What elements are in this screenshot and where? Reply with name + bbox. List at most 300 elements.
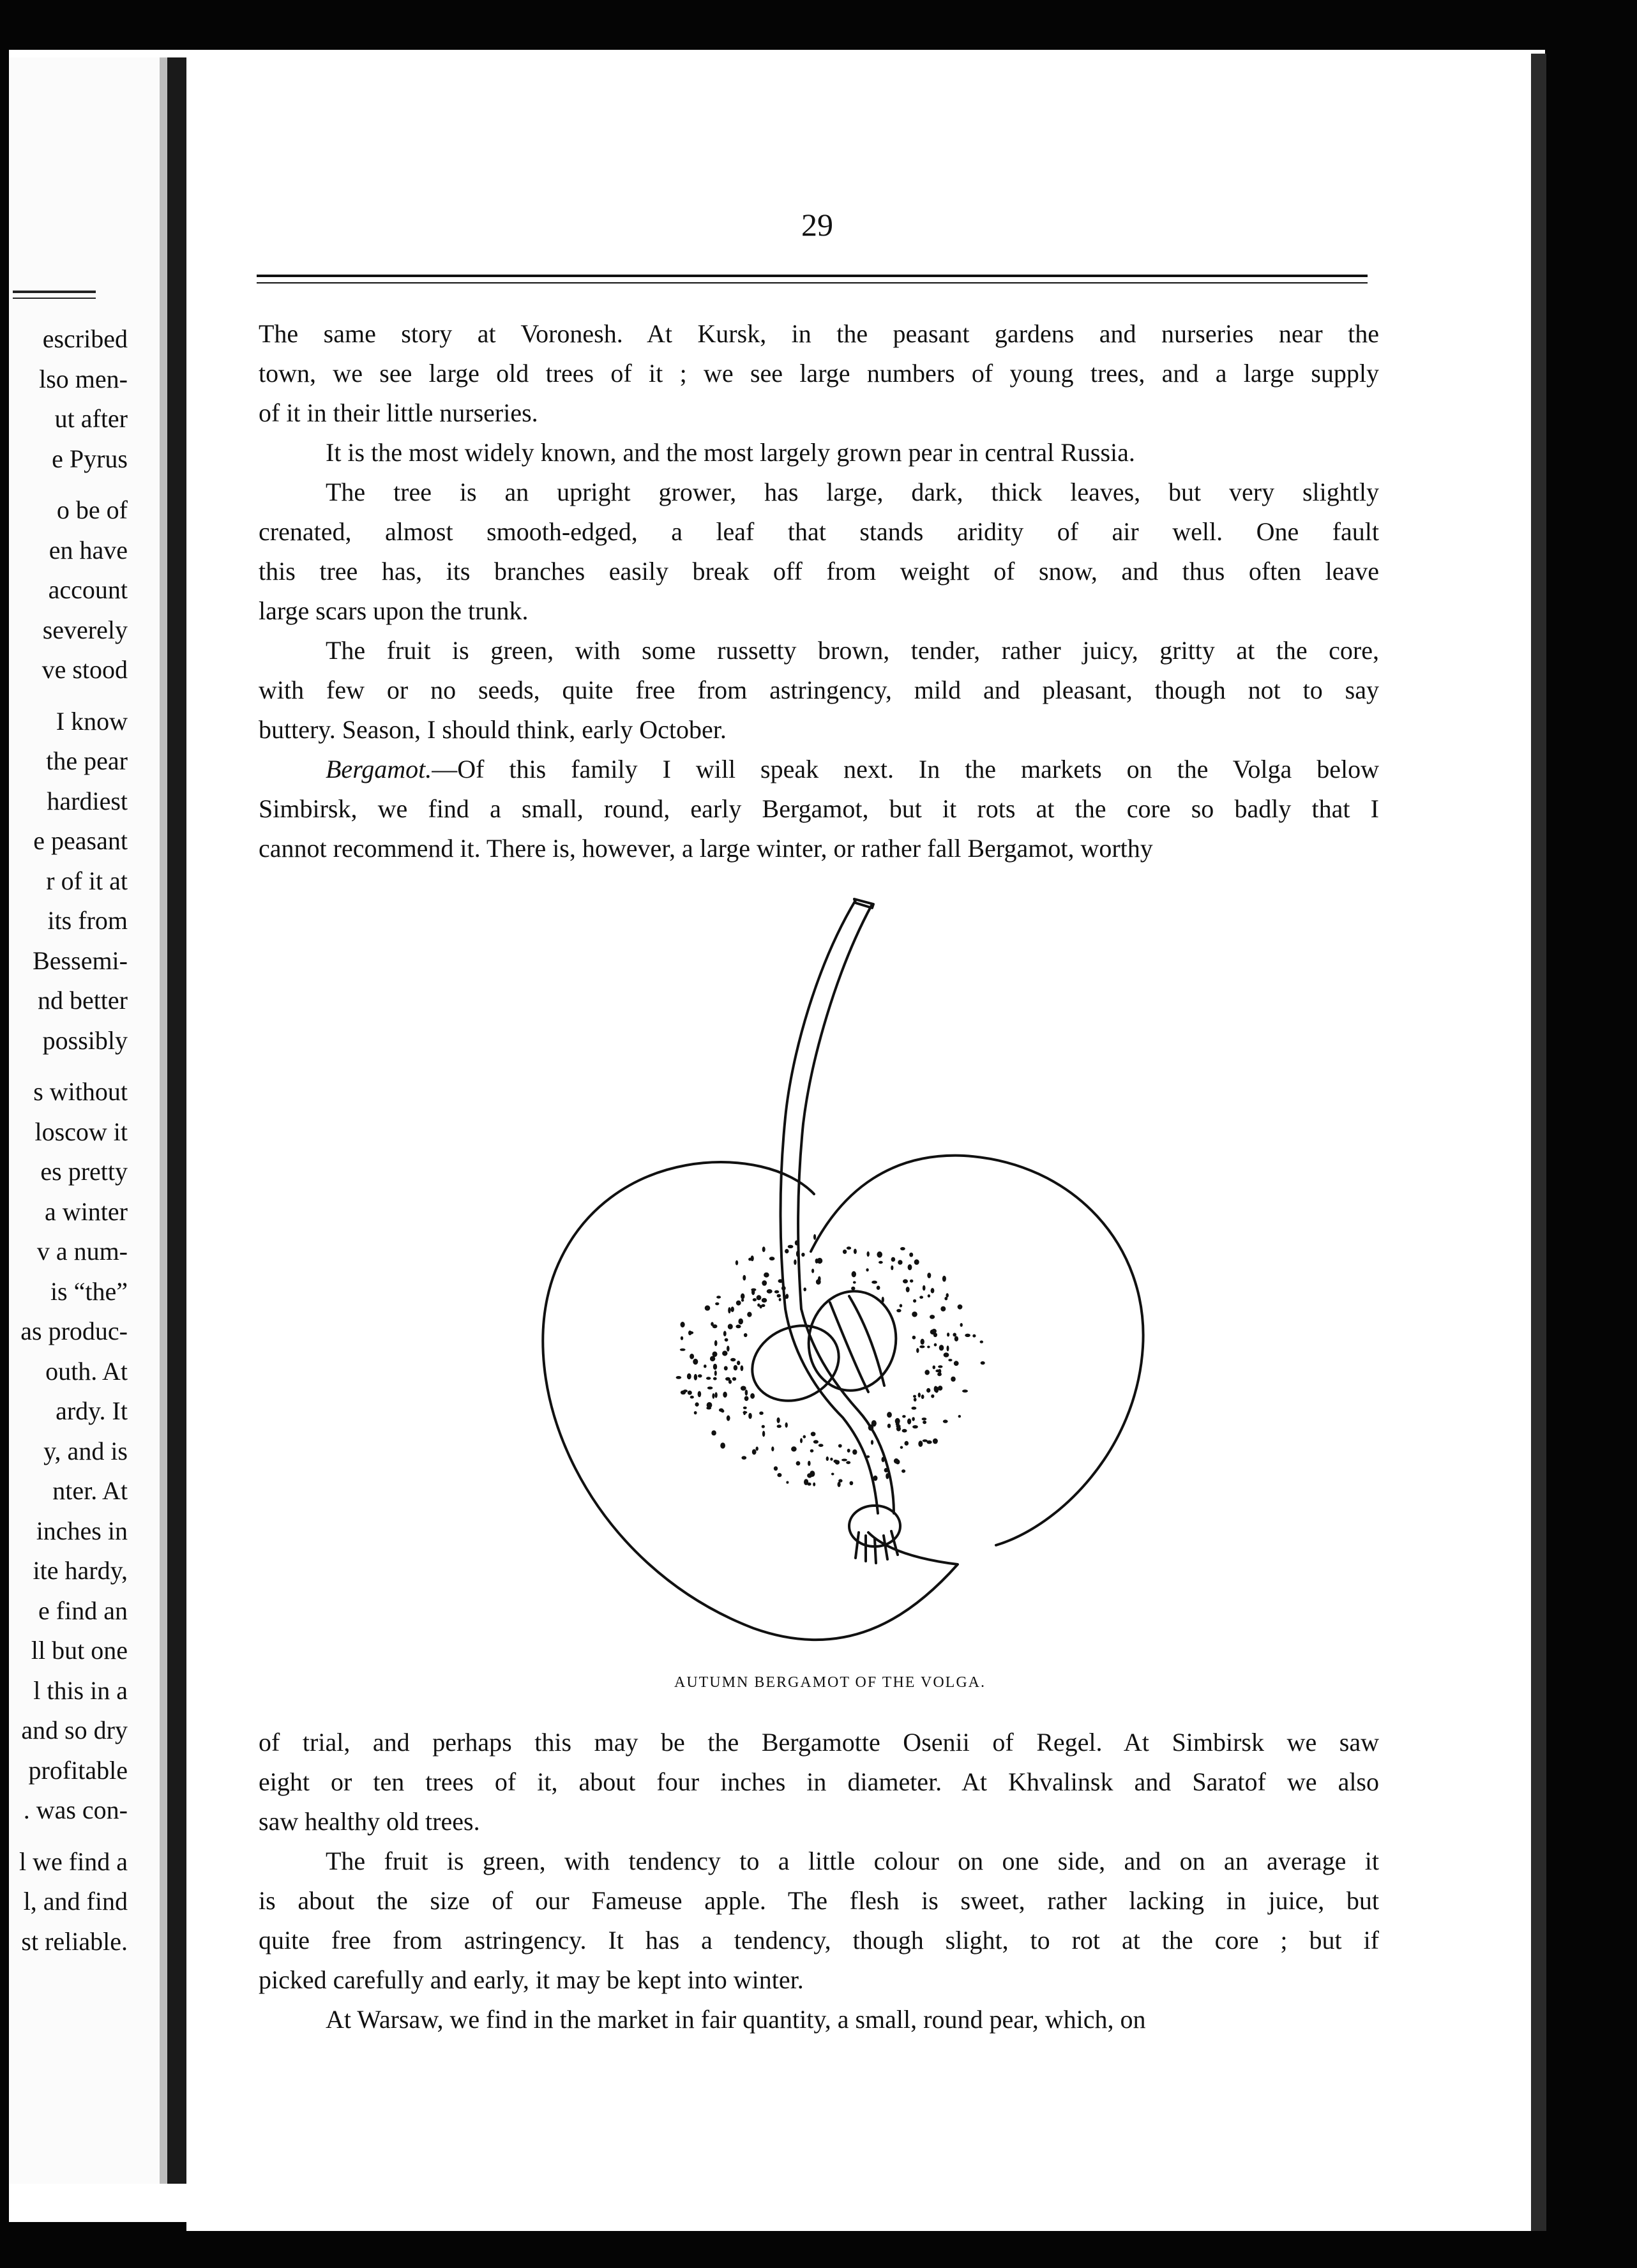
scan-border-top: [0, 0, 1637, 50]
grit-dot: [724, 1366, 728, 1370]
text-line-content: saw healthy old trees.: [259, 1807, 480, 1836]
grit-dot: [879, 1261, 883, 1264]
grit-dot: [852, 1449, 857, 1455]
grit-dot: [683, 1389, 688, 1392]
grit-dot: [731, 1306, 734, 1312]
grit-dot: [939, 1345, 944, 1350]
grit-dot: [916, 1348, 919, 1353]
grit-dot: [871, 1281, 877, 1284]
grit-dot: [713, 1377, 717, 1380]
grit-dot: [796, 1461, 801, 1465]
text-line: [259, 1841, 1379, 1882]
text-line-content: The tree is an upright grower, has large, dark, thick leaves, but very slightly: [326, 478, 1379, 506]
grit-dot: [800, 1438, 803, 1443]
previous-page-line: I know: [56, 706, 128, 736]
grit-dot: [891, 1266, 893, 1271]
grit-dot: [958, 1415, 961, 1418]
text-line-content: crenated, almost smooth-edged, a leaf that stands aridity of air well. One fault: [259, 517, 1379, 546]
grit-dot: [769, 1257, 775, 1260]
grit-dot: [943, 1419, 948, 1423]
grit-dot: [896, 1425, 900, 1428]
grit-dot: [813, 1483, 815, 1486]
grit-dot: [725, 1338, 728, 1342]
previous-page-line: ve stood: [41, 655, 128, 684]
grit-dot: [923, 1439, 928, 1442]
previous-page-line: e find an: [38, 1596, 128, 1625]
grit-dot: [914, 1259, 919, 1265]
grit-dot: [690, 1396, 694, 1399]
grit-dot: [903, 1279, 908, 1283]
pear-outline: [543, 1162, 958, 1640]
grit-dot: [779, 1298, 781, 1301]
previous-page-line: es pretty: [40, 1157, 128, 1186]
grit-dot: [891, 1257, 896, 1262]
grit-dot: [980, 1340, 983, 1343]
previous-page-rule: [13, 291, 96, 293]
grit-dot: [774, 1466, 778, 1470]
text-line: [259, 1960, 1379, 2000]
grit-dot: [751, 1289, 756, 1292]
grit-dot: [698, 1391, 702, 1398]
grit-dot: [807, 1473, 812, 1478]
grit-cells: [676, 1234, 985, 1487]
previous-page-line: its from: [47, 906, 128, 935]
previous-page-line: and so dry: [21, 1716, 128, 1744]
grit-dot: [803, 1287, 806, 1291]
grit-dot: [811, 1269, 814, 1273]
grit-dot: [748, 1413, 752, 1419]
grit-dot: [794, 1259, 796, 1265]
grit-dot: [688, 1391, 692, 1395]
grit-dot: [944, 1297, 947, 1300]
grit-dot: [919, 1296, 923, 1299]
text-line-content: town, we see large old trees of it ; we see large numbers of young trees, and a large supply: [259, 359, 1379, 388]
grit-dot: [933, 1439, 938, 1444]
grit-dot: [727, 1416, 730, 1421]
grit-dot: [796, 1251, 799, 1257]
grit-dot: [816, 1279, 821, 1285]
grit-dot: [713, 1364, 717, 1370]
grit-dot: [853, 1281, 856, 1283]
grit-dot: [706, 1377, 711, 1380]
grit-dot: [913, 1299, 916, 1303]
grit-dot: [972, 1334, 976, 1338]
grit-dot: [741, 1386, 746, 1391]
previous-page-line: profitable: [28, 1755, 128, 1785]
text-line-content: At Warsaw, we find in the market in fair quantity, a small, round pear, which, on: [326, 2005, 1146, 2034]
grit-dot: [954, 1361, 959, 1366]
grit-dot: [722, 1350, 727, 1356]
grit-dot: [730, 1358, 736, 1361]
previous-page-line: l we find a: [19, 1847, 128, 1876]
grit-dot: [850, 1481, 854, 1485]
grit-dot: [933, 1365, 936, 1369]
grit-dot: [801, 1253, 804, 1257]
grit-dot: [813, 1440, 818, 1444]
text-line-content: picked carefully and early, it may be kept into winter.: [259, 1965, 804, 1994]
grit-dot: [932, 1329, 937, 1333]
grit-dot: [924, 1370, 930, 1375]
grit-dot: [928, 1294, 930, 1297]
grit-dot: [954, 1336, 958, 1342]
previous-page-rule-thin: [13, 298, 96, 299]
grit-dot: [803, 1435, 806, 1439]
text-line: [259, 710, 1379, 750]
text-line: [259, 750, 1379, 790]
previous-page-line: ll but one: [31, 1636, 128, 1665]
grit-dot: [747, 1312, 751, 1317]
text-line: [259, 354, 1379, 394]
grit-dot: [680, 1349, 686, 1351]
previous-page-line: a winter: [45, 1197, 128, 1226]
grit-dot: [741, 1294, 744, 1299]
grit-dot: [981, 1361, 985, 1365]
grit-dot: [762, 1425, 765, 1428]
grit-dot: [714, 1340, 718, 1346]
text-line: [259, 789, 1379, 829]
grit-dot: [777, 1294, 781, 1297]
previous-page-line: the pear: [46, 746, 128, 775]
grit-dot: [698, 1374, 702, 1377]
grit-dot: [714, 1392, 717, 1398]
figure-caption: AUTUMN BERGAMOT OF THE VOLGA.: [674, 1674, 986, 1691]
previous-page-line: account: [48, 575, 128, 604]
grit-dot: [676, 1376, 682, 1379]
grit-dot: [704, 1365, 707, 1368]
text-line-content: The fruit is green, with tendency to a little colour on one side, and on an average it: [326, 1847, 1379, 1875]
grit-dot: [736, 1260, 738, 1266]
grit-dot: [918, 1393, 921, 1398]
grit-dot: [895, 1418, 900, 1425]
grit-dot: [756, 1447, 758, 1451]
grit-dot: [843, 1250, 847, 1254]
grit-dot: [962, 1389, 968, 1393]
previous-page-line: ite hardy,: [33, 1556, 128, 1585]
text-line: [259, 2000, 1379, 2040]
text-line: [259, 314, 1379, 354]
grit-dot: [846, 1461, 850, 1464]
text-line: [259, 591, 1379, 631]
pear-outline-right: [811, 1156, 1143, 1545]
grit-dot: [687, 1373, 691, 1380]
grit-dot: [882, 1457, 885, 1462]
previous-page-line: escribed: [42, 324, 128, 353]
grit-dot: [737, 1361, 740, 1365]
grit-dot: [813, 1234, 816, 1240]
previous-page-line: o be of: [56, 495, 128, 524]
grit-dot: [728, 1324, 733, 1329]
previous-page-line: l, and find: [23, 1887, 128, 1916]
grit-dot: [694, 1411, 697, 1414]
grit-dot: [909, 1253, 913, 1257]
grit-dot: [706, 1407, 711, 1410]
grit-dot: [873, 1476, 878, 1481]
text-line: [259, 1881, 1379, 1921]
text-line: [259, 670, 1379, 711]
previous-page-line: inches in: [36, 1516, 128, 1545]
grit-dot: [826, 1456, 829, 1461]
grit-dot: [927, 1346, 930, 1349]
grit-dot: [681, 1322, 685, 1327]
grit-dot: [900, 1446, 903, 1449]
previous-page-line: . was con-: [23, 1796, 128, 1824]
grit-dot: [930, 1315, 935, 1319]
grit-dot: [908, 1264, 912, 1270]
text-line: [259, 552, 1379, 592]
grit-dot: [716, 1296, 721, 1298]
grit-dot: [727, 1346, 730, 1352]
grit-dot: [728, 1307, 730, 1313]
grit-dot: [723, 1392, 727, 1398]
grit-dot: [728, 1380, 732, 1384]
previous-page-line: Bessemi-: [33, 946, 128, 975]
grit-dot: [877, 1251, 882, 1258]
previous-page-line: as produc-: [20, 1317, 128, 1345]
grit-dot: [919, 1345, 924, 1348]
text-line-content: with few or no seeds, quite free from astringency, mild and pleasant, though not to say: [259, 676, 1379, 704]
grit-dot: [778, 1279, 783, 1283]
text-line-content: cannot recommend it. There is, however, a large winter, or rather fall Bergamot, worthy: [259, 834, 1153, 863]
previous-page-line: e Pyrus: [52, 444, 128, 473]
text-line: [259, 1802, 1379, 1842]
grit-dot: [720, 1442, 725, 1449]
grit-dot: [711, 1430, 716, 1435]
previous-page-line: st reliable.: [21, 1926, 128, 1956]
text-line-content: Simbirsk, we find a small, round, early Bergamot, but it rots at the core so badly that I: [259, 794, 1379, 823]
page-edge-right: [1531, 54, 1546, 2231]
grit-dot: [705, 1305, 711, 1310]
grit-dot: [810, 1449, 814, 1453]
previous-page-line: s without: [33, 1077, 128, 1106]
previous-page-line: r of it at: [46, 866, 128, 895]
previous-page-line: severely: [42, 615, 128, 644]
text-line-content: The same story at Voronesh. At Kursk, in the peasant gardens and nurseries near the: [259, 319, 1379, 348]
previous-page-line: e peasant: [33, 826, 128, 855]
previous-page-line: ut after: [54, 404, 128, 433]
grit-dot: [938, 1365, 942, 1368]
grit-dot: [785, 1423, 788, 1428]
grit-dot: [944, 1352, 949, 1357]
grit-dot: [927, 1273, 931, 1278]
grit-dot: [831, 1473, 834, 1476]
grit-dot: [838, 1482, 841, 1487]
grit-dot: [847, 1246, 851, 1250]
grit-dot: [923, 1421, 926, 1424]
previous-page-line: l this in a: [33, 1675, 128, 1705]
grit-dot: [907, 1418, 911, 1424]
text-line-content: of it in their little nurseries.: [259, 398, 538, 427]
grit-dot: [912, 1312, 917, 1317]
previous-page-line: is “the”: [50, 1276, 128, 1306]
grit-dot: [741, 1365, 744, 1371]
grit-dot: [926, 1388, 930, 1393]
grit-dot: [914, 1398, 917, 1402]
grit-dot: [791, 1446, 797, 1451]
grit-dot: [912, 1336, 916, 1340]
grit-dot: [910, 1280, 913, 1283]
grit-dot: [721, 1410, 724, 1413]
grit-dot: [736, 1301, 741, 1306]
grit-dot: [934, 1386, 938, 1393]
grit-dot: [743, 1411, 747, 1414]
previous-page-line: ardy. It: [56, 1396, 128, 1425]
grit-dot: [942, 1276, 946, 1282]
grit-dot: [866, 1455, 870, 1458]
book-gutter: [167, 57, 186, 2184]
grit-dot: [811, 1432, 816, 1436]
grit-dot: [847, 1449, 850, 1453]
grit-dot: [748, 1258, 751, 1261]
grit-dot: [744, 1396, 749, 1401]
grit-dot: [884, 1468, 889, 1472]
grit-dot: [774, 1290, 779, 1294]
grit-dot: [830, 1458, 833, 1461]
grit-dot: [958, 1304, 963, 1310]
grit-dot: [877, 1286, 880, 1290]
header-rule-thin: [257, 282, 1368, 284]
previous-page-line: en have: [49, 535, 128, 564]
grit-dot: [953, 1333, 956, 1336]
pear-illustration: [511, 888, 1162, 1654]
grit-dot: [808, 1461, 811, 1466]
grit-dot: [838, 1444, 842, 1448]
grit-dot: [882, 1297, 884, 1303]
grit-dot: [777, 1473, 781, 1477]
text-line-content: buttery. Season, I should think, early October.: [259, 715, 727, 744]
grit-dot: [911, 1407, 916, 1410]
grit-dot: [900, 1304, 903, 1307]
grit-dot: [912, 1425, 918, 1428]
grit-dot: [757, 1303, 760, 1306]
grit-dot: [707, 1387, 713, 1390]
scan-border-left: [0, 0, 9, 2268]
previous-page-line: lso men-: [39, 364, 128, 393]
grit-dot: [896, 1309, 901, 1312]
gutter-shadow: [160, 57, 167, 2184]
grit-dot: [902, 1429, 907, 1433]
grit-dot: [732, 1377, 736, 1381]
text-line: [259, 1921, 1379, 1961]
grit-dot: [900, 1247, 905, 1250]
grit-dot: [841, 1459, 847, 1462]
grit-dot: [940, 1306, 946, 1312]
text-line: [259, 631, 1379, 671]
grit-dot: [948, 1359, 952, 1361]
grit-dot: [752, 1449, 757, 1455]
italic-heading: Bergamot.: [326, 755, 432, 783]
grit-dot: [906, 1287, 910, 1292]
text-line: [259, 433, 1379, 473]
text-line-content: large scars upon the trunk.: [259, 596, 529, 625]
grit-dot: [762, 1246, 766, 1252]
grit-dot: [854, 1249, 857, 1254]
grit-dot: [918, 1440, 923, 1447]
grit-dot: [744, 1333, 748, 1337]
text-line-content: is about the size of our Fameuse apple. The flesh is sweet, rather lacking in juice, but: [259, 1886, 1379, 1915]
grit-dot: [934, 1343, 937, 1347]
grit-dot: [786, 1481, 788, 1484]
grit-dot: [734, 1365, 737, 1371]
grit-dot: [713, 1324, 718, 1328]
grit-dot: [781, 1286, 786, 1290]
grit-dot: [905, 1441, 909, 1446]
text-line-content: The fruit is green, with some russetty brown, tender, rather juicy, gritty at the core,: [326, 636, 1379, 665]
grit-dot: [762, 1280, 767, 1286]
grit-dot: [960, 1323, 963, 1327]
grit-dot: [965, 1334, 970, 1337]
grit-dot: [923, 1285, 926, 1291]
grit-dot: [757, 1295, 762, 1300]
grit-dot: [694, 1374, 697, 1380]
grit-dot: [695, 1402, 699, 1407]
grit-dot: [771, 1446, 774, 1451]
grit-dot: [871, 1420, 877, 1426]
grit-dot: [762, 1431, 765, 1437]
text-line-content: this tree has, its branches easily break off from weight of snow, and thus often leave: [259, 557, 1379, 586]
text-line: [259, 393, 1379, 434]
text-line-content: —Of this family I will speak next. In the markets on the Volga below: [432, 755, 1379, 783]
grit-dot: [750, 1393, 755, 1399]
grit-dot: [714, 1370, 717, 1376]
grit-dot: [852, 1271, 856, 1278]
previous-page-line: nd better: [37, 986, 128, 1015]
grit-dot: [902, 1415, 906, 1418]
previous-page-line: possibly: [42, 1025, 128, 1055]
grit-dot: [887, 1424, 891, 1428]
grit-dot: [921, 1395, 924, 1399]
grit-dot: [713, 1352, 718, 1357]
grit-dot: [939, 1369, 942, 1373]
grit-dot: [693, 1359, 698, 1365]
grit-dot: [723, 1331, 727, 1336]
grit-dot: [887, 1412, 892, 1418]
grit-dot: [712, 1393, 714, 1399]
text-line-content: of trial, and perhaps this may be the Bergamotte Osenii of Regel. At Simbirsk we saw: [259, 1728, 1379, 1757]
text-line-content: It is the most widely known, and the most largely grown pear in central Russia.: [326, 438, 1135, 467]
text-line: [259, 829, 1379, 869]
grit-dot: [741, 1456, 746, 1460]
header-rule-thick: [257, 275, 1368, 277]
grit-dot: [901, 1469, 905, 1472]
page-number: 29: [801, 207, 833, 243]
grit-dot: [871, 1440, 873, 1445]
grit-dot: [886, 1473, 889, 1479]
grit-dot: [688, 1331, 691, 1336]
grit-dot: [743, 1275, 746, 1281]
previous-page-line: nter. At: [52, 1476, 128, 1505]
grit-dot: [951, 1377, 956, 1382]
grit-dot: [753, 1298, 757, 1301]
grit-dot: [783, 1296, 787, 1299]
grit-dot: [818, 1444, 824, 1447]
grit-dot: [777, 1425, 781, 1428]
text-line-content: quite free from astringency. It has a tendency, though slight, to rot at the core ; but if: [259, 1926, 1379, 1954]
grit-dot: [931, 1288, 935, 1293]
grit-dot: [764, 1273, 769, 1278]
grit-dot: [931, 1395, 934, 1398]
grit-dot: [777, 1418, 780, 1423]
grit-dot: [866, 1268, 868, 1271]
text-line: [259, 472, 1379, 513]
grit-dot: [922, 1418, 927, 1420]
text-line: [259, 1723, 1379, 1763]
grit-dot: [762, 1298, 767, 1303]
grit-dot: [715, 1303, 719, 1306]
previous-page-line: hardiest: [47, 786, 128, 815]
grit-dot: [912, 1417, 915, 1421]
grit-dot: [947, 1345, 949, 1351]
grit-dot: [767, 1289, 773, 1294]
